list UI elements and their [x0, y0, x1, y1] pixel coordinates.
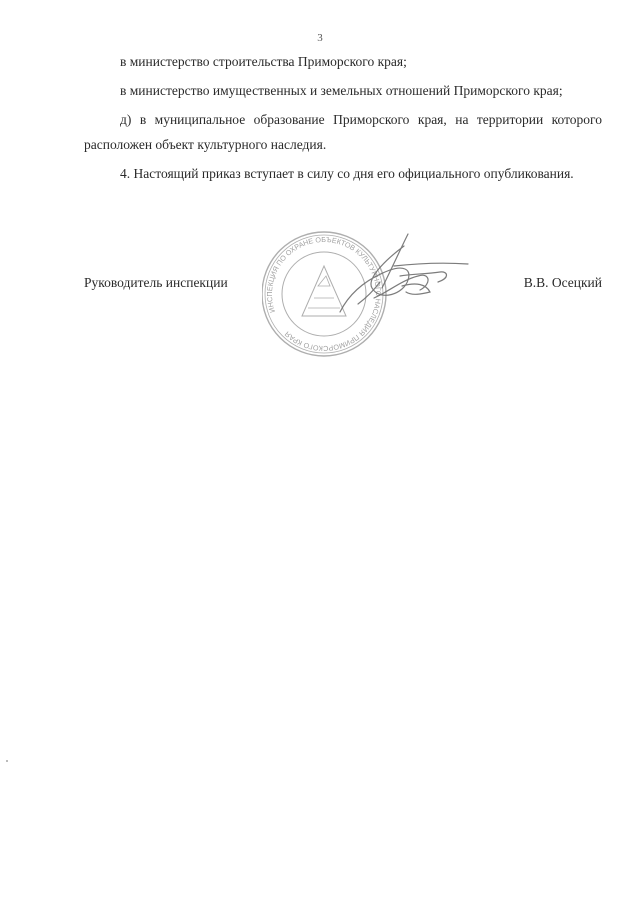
- page-number: 3: [317, 32, 323, 44]
- official-seal-and-signature: [262, 228, 482, 366]
- document-body: [84, 50, 602, 191]
- paragraph-effective-date: 4. Настоящий приказ вступает в силу со дня его официального опубликования.: [120, 165, 574, 181]
- seal-ring-text: ИНСПЕКЦИЯ ПО ОХРАНЕ ОБЪЕКТОВ КУЛЬТУРНОГО НАСЛЕДИЯ ПРИМОРСКОГО КРАЯ: [264, 234, 384, 354]
- scan-artifact: [6, 760, 8, 762]
- paragraph-ministry-construction: в министерство строительства Приморского края;: [120, 54, 407, 69]
- paragraph-ministry-property: в министерство имущественных и земельных отношений Приморского края;: [120, 83, 563, 98]
- signatory-title: Руководитель инспекции: [84, 275, 228, 290]
- paragraph-municipality: д) в муниципальное образование Приморского края, на территории которого расположен объект культурного наследия.: [84, 112, 602, 152]
- signatory-name: В.В. Осецкий: [523, 275, 602, 290]
- seal-stamp: [262, 228, 482, 366]
